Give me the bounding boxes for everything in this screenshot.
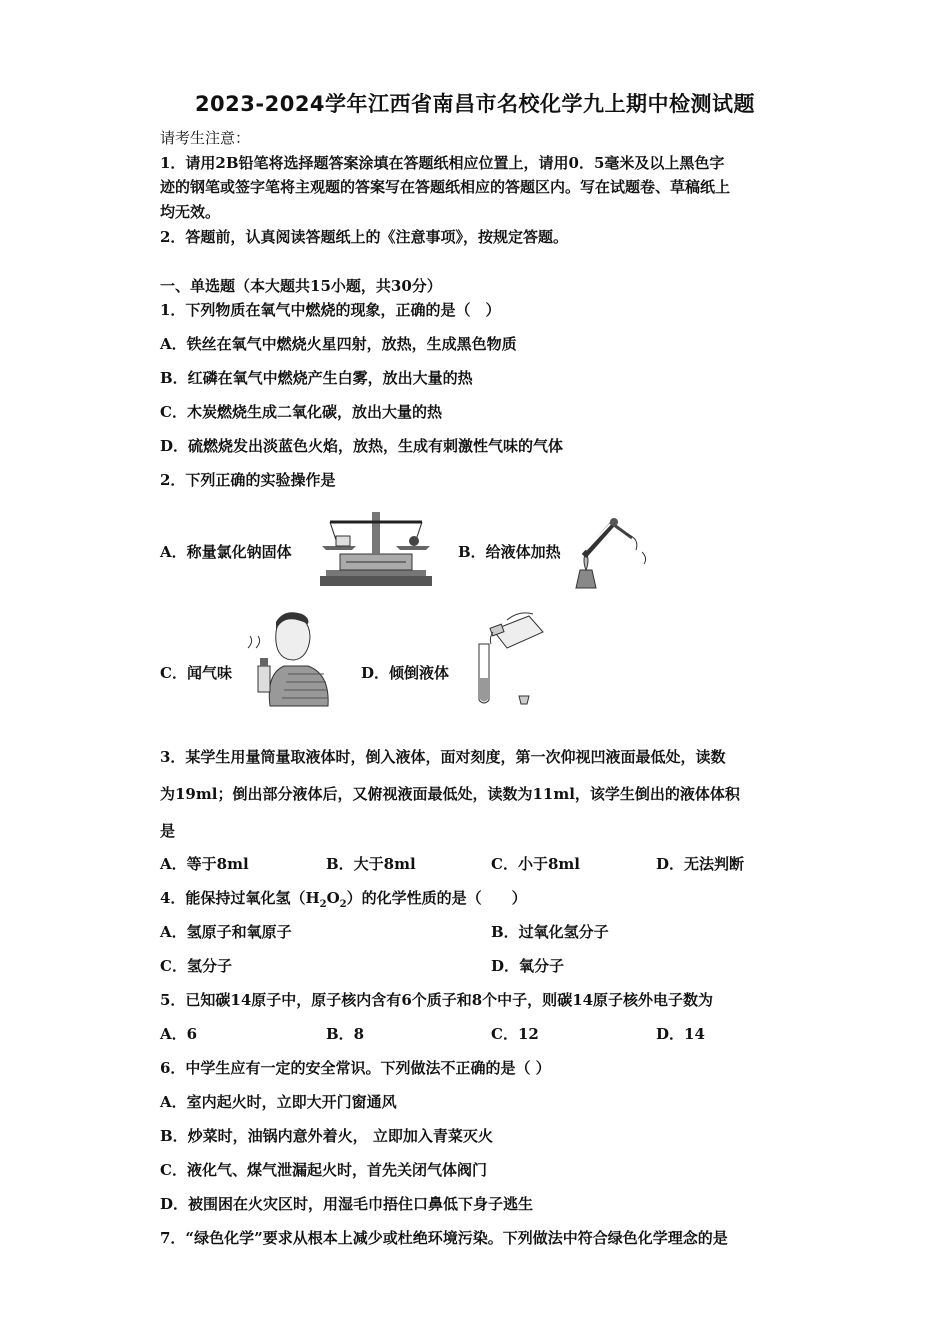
option: C．12	[491, 1025, 539, 1043]
question-stem: 为19ml；倒出部分液体后，又俯视液面最低处，读数为11ml，该学生倒出的液体体积	[160, 785, 740, 803]
option: A．称量氯化钠固体	[160, 543, 292, 561]
option: A．铁丝在氧气中燃烧火星四射，放热，生成黑色物质	[160, 335, 517, 353]
option: D．14	[656, 1025, 705, 1043]
option: B．给液体加热	[458, 543, 561, 561]
stem-text: O	[326, 889, 340, 907]
option: C．木炭燃烧生成二氧化碳，放出大量的热	[160, 403, 442, 421]
notice-line: 1．请用2B铅笔将选择题答案涂填在答题纸相应位置上，请用0．5毫米及以上黑色字	[160, 154, 725, 172]
heating-figure	[566, 508, 656, 592]
option: D．被围困在火灾区时，用湿毛巾捂住口鼻低下身子逃生	[160, 1195, 534, 1213]
option: B．8	[326, 1025, 365, 1043]
section-heading: 一、单选题（本大题共15小题，共30分）	[160, 277, 442, 295]
question-stem: 2．下列正确的实验操作是	[160, 471, 336, 489]
question-stem: 6．中学生应有一定的安全常识。下列做法不正确的是（ ）	[160, 1059, 551, 1077]
notice-line: 迹的钢笔或签字笔将主观题的答案写在答题纸相应的答题区内。写在试题卷、草稿纸上	[160, 178, 731, 196]
notice-heading: 请考生注意：	[160, 129, 251, 147]
question-stem: 1．下列物质在氧气中燃烧的现象，正确的是（ ）	[160, 301, 501, 319]
option: A．等于8ml	[160, 855, 249, 873]
subscript: 2	[339, 899, 347, 910]
subscript: 2	[319, 899, 327, 910]
option: A．6	[160, 1025, 198, 1043]
option: C．小于8ml	[491, 855, 580, 873]
option: D．氧分子	[491, 957, 565, 975]
notice-line: 2．答题前，认真阅读答题纸上的《注意事项》，按规定答题。	[160, 228, 568, 246]
question-stem: 7．“绿色化学”要求从根本上减少或杜绝环境污染。下列做法中符合绿色化学理念的是	[160, 1229, 728, 1247]
option: D．硫燃烧发出淡蓝色火焰，放热，生成有刺激性气味的气体	[160, 437, 564, 455]
stem-text: ）的化学性质的是（ ）	[346, 889, 527, 907]
option: B．过氧化氢分子	[491, 923, 609, 941]
option: A．氢原子和氧原子	[160, 923, 292, 941]
option: B．炒菜时，油锅内意外着火， 立即加入青菜灭火	[160, 1127, 493, 1145]
question-stem	[160, 888, 527, 915]
pouring-figure	[463, 608, 553, 708]
page-title: 2023-2024学年江西省南昌市名校化学九上期中检测试题	[194, 92, 756, 116]
option: D．倾倒液体	[361, 664, 450, 682]
option: D．无法判断	[656, 855, 745, 873]
option: A．室内起火时，立即大开门窗通风	[160, 1093, 397, 1111]
option: B．大于8ml	[326, 855, 416, 873]
option: C．氢分子	[160, 957, 232, 975]
question-stem: 5．已知碳14原子中，原子核内含有6个质子和8个中子，则碳14原子核外电子数为	[160, 991, 714, 1009]
question-stem: 3．某学生用量筒量取液体时，倒入液体，面对刻度，第一次仰视凹液面最低处，读数	[160, 748, 726, 766]
notice-line: 均无效。	[160, 203, 221, 221]
option: C．闻气味	[160, 664, 232, 682]
balance-figure	[316, 510, 436, 590]
option: C．液化气、煤气泄漏起火时，首先关闭气体阀门	[160, 1161, 487, 1179]
smelling-figure	[244, 608, 344, 708]
option: B．红磷在氧气中燃烧产生白雾，放出大量的热	[160, 369, 473, 387]
stem-text: 4．能保持过氧化氢（H	[160, 889, 320, 907]
question-stem: 是	[160, 822, 176, 840]
